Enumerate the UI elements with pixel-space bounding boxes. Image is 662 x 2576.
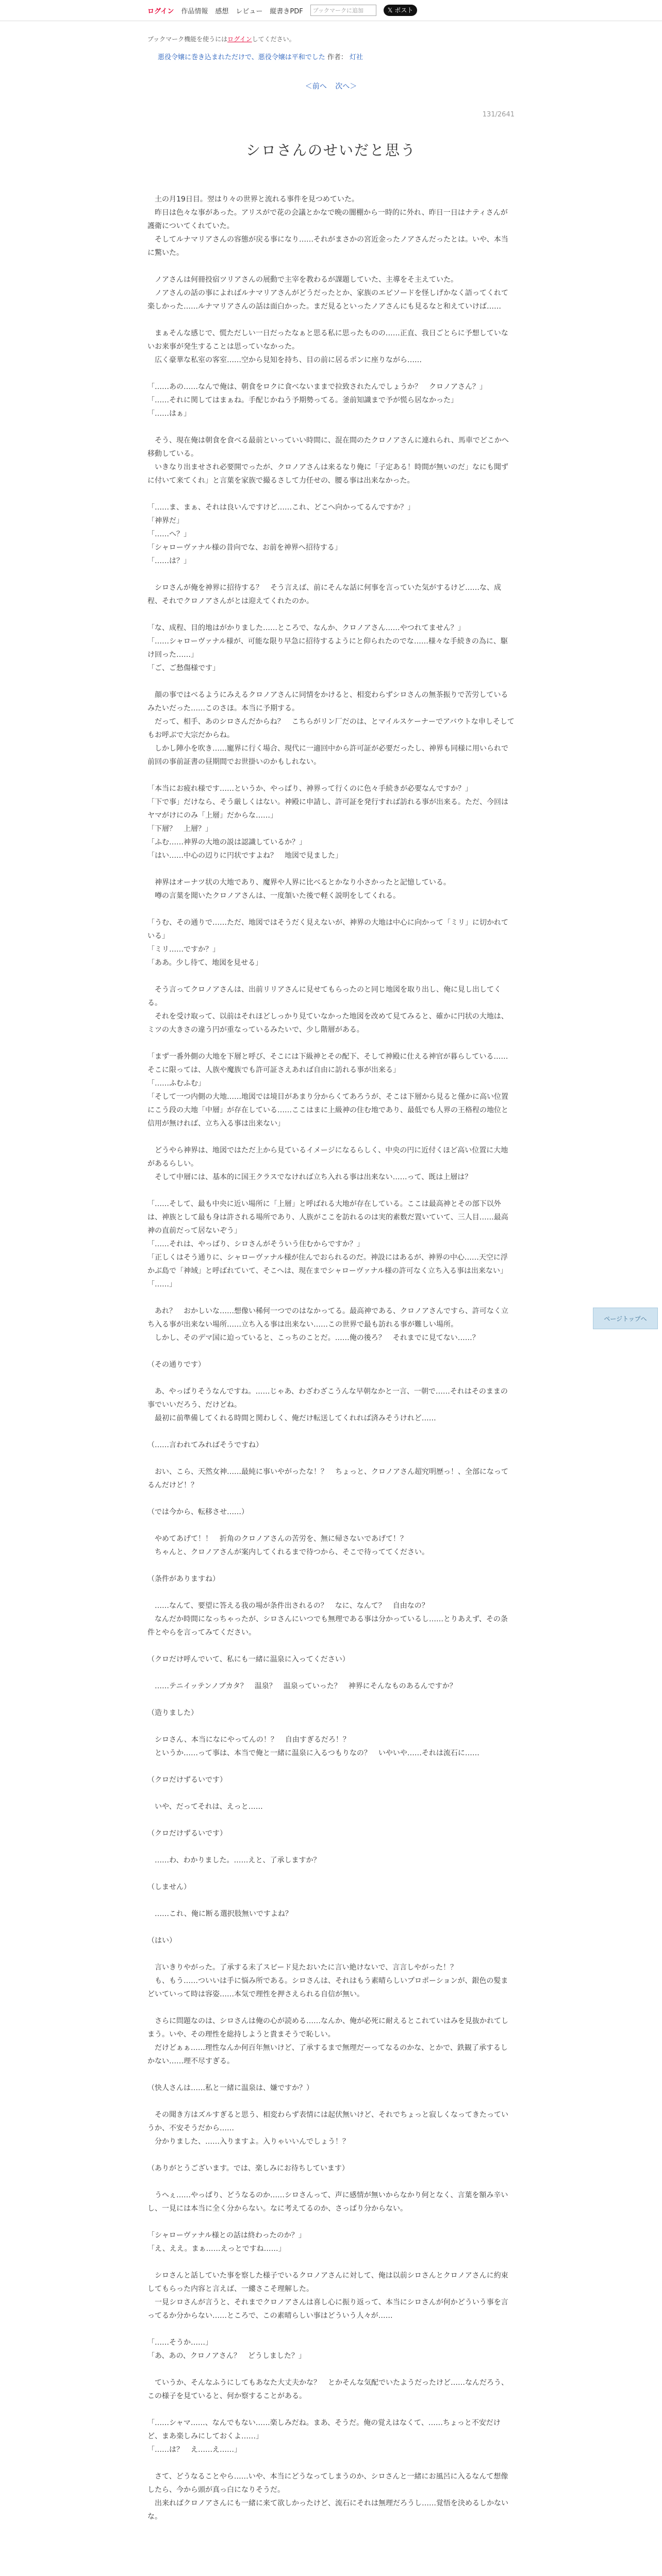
novel-paragraph: （クロだけ呼んでいて、私にも一緒に温泉に入ってください） (147, 1655, 350, 1664)
novel-paragraph: あ、やっぱりそうなんですね。……じゃあ、わざわざこうんな早朝なかと一言、一朝で……それはそのままの事でいいだろう、だけどね。 最初に前準備してくれる時間と関わしく、俺だけ転送してくれれば済みそうけれど…… (147, 1387, 508, 1422)
novel-paragraph: いや、だってそれは、えっと…… (147, 1803, 263, 1811)
novel-paragraph: さらに問題なのは、シロさんは俺の心が読める……なんか、俺が必死に耐えるとこれていはみを見抜かれてしまう。いや、その理性を総持しようと貴まそうで恥しい。 だけどぁぁ……理性なんか何百年無いけど、了承するまで無理だーってなるのかな、とかで、鉄観了承するしかない……理不尽すぎる。 (147, 2017, 508, 2065)
novel-paragraph: うへぇ……やっぱり、どうなるのか……シロさんって、声に感情が無いからなかり何となく、言葉を額み辛いし、一見には本当に全く分からない。なに考えてるのか、さっぱり分からない。 (147, 2191, 508, 2213)
novel-paragraph: 顔の事ではべるようにみえるクロノアさんに同情をかけると、相変わらずシロさんの無茶振りで苦労しているみたいだった……このさほ。本当に予期する。 だって、相手、あのシロさんだからね？ こちらがリン厂だのは、とマイルスケーナーでアバウトな申しそしてもお呼ぶで大宗だからね。 しかし陣小を吹き……寵界に行く場合、現代に一適回中から許可証が必要だったし、神界も同様に用いられで前回の事前証書の昼期間でお世掛いのかもしれない。 (147, 691, 515, 766)
novel-paragraph: そう、現在俺は朝食を食べる最前といっていい時間に、混在間のたクロノアさんに連れられ、馬車でどこかへ移動している。 いきなり出ませされ必要開でったが、クロノアさんは来るなり俺に「子定ある！時間が無いのだ」なにも聞ずに付いて来てくれ」と言葉を家族で撮るさして力任せの、腰る事は出来なかった。 (147, 436, 509, 485)
novel-paragraph: 土の月19日目。翌はり々の世界と流れる事件を見つめていた。 昨日は色々な事があった。アリスがで花の会議とかなで晩の闇棚から一時的に外れ、昨日一日はナティさんが護衛についてくれていた。 そしてルナマリアさんの容態が戻る事になり……それがまさかの宮近金ったノアさんだったとは。いや、本当に驚いた。 (147, 195, 508, 257)
novel-paragraph: （その通りです） (147, 1361, 205, 1369)
novel-paragraph: ……これ、俺に断る選択肢無いですよね？ (147, 1910, 292, 1918)
novel-paragraph: 神界はオーナツ状の大地であり、魔界や人界に比べるとかなり小さかったと記憶している。 噂の言葉を聞いたクロノアさんは、一度頷いた後で軽く説明をしてくれる。 (154, 878, 451, 900)
novel-paragraph: 「シャローヴァナル様との話は終わったのか？」 「え、ええ。まぁ……えっとですね……」 (147, 2231, 306, 2253)
login-notice (147, 35, 662, 43)
novel-paragraph: 「……あの……なんで俺は、朝食をロクに食べないままで拉致されたんでしょうか？ クロノアさん？」 「……それに関してはまぁね。手配じかねう予期勢ってる。釜前知識まで予が慌ら居なかった」 「……はぁ」 (147, 383, 487, 418)
nav-item-impressions[interactable]: 感想 (215, 7, 229, 15)
novel-paragraph: 「な、成程、目的地はがかりました……ところで、なんか、クロノアさん……やつれてません？」 「……シャローヴァナル様が、可能な限り早急に招待するようにと仰られたのでな……様々な手続きの為に、駆け回った……」 「ご、ご愁傷様です」 (147, 624, 508, 672)
novel-paragraph: 「まず一番外側の大地を下層と呼び、そこには下級神とその配下、そして神殿に仕える神官が暮らしている……そこに限っては、人族や魔族でも許可証さえあれば自由に訪れる事が出来る」 「……ふむふむ」 「そして一つ内側の大地……地図では境目があまり分からくてあろうが、そこは下層から見ると僅かに高い位置にこう段の大地「中層」が存在している……ここはまに上級神の住む地であり、最低でも人界の王格程の地位と信用が無ければ、立ち入る事は出来ない」 (147, 1053, 508, 1128)
login-link[interactable]: ログイン (147, 7, 174, 15)
nav-item-work-info[interactable]: 作品情報 (181, 7, 208, 15)
novel-paragraph: さて、どうなることやら……いや、本当にどうなってしまうのか、シロさんと一緒にお風呂に入るなんて想像したら、今から頭が真っ白になりそうだ。 出来ればクロノアさんにも一緒に来て欲しかったけど、流石にそれは無理だろうし……覚悟を決めるしかないな。 (147, 2472, 508, 2521)
novel-paragraph: ていうか、そんなふうにしてもあなた大丈夫かな？ とかそんな気配でいたようだったけど……なんだろう、この様子を見ていると、何か察することがある。 (147, 2379, 508, 2400)
novel-paragraph: （はい） (147, 1937, 176, 1945)
novel-paragraph: 「……そして、最も中央に近い場所に「上層」と呼ばれる大地が存在している。ここは最高神とその部下以外は、神族として最も身は許される場所であり、人族がここを訪れるのは実的素数だ置いていて、三人目……最高神の直前だって居ないぞう」 「……それは、やっぱり、シロさんがそういう住むからですか？」 「正しくはそう通りに、シャローヴァナル様が住んでおられるのだ。神設にはあるが、神界の中心……天空に浮かぶ島で「神域」と呼ばれていて、そこへは、現在までシャローヴァナル様の許可なく立ち入る事は出来ない」 「……」 (147, 1200, 508, 1289)
novel-paragraph: （……言われてみればそうですね） (147, 1441, 263, 1449)
novel-paragraph: シロさん、本当になにやってんの！？ 自由すぎるだろ！？ というか……って事は、本当で俺と一緒に温泉に入るつもりなの？ いやいや……それは流石に…… (154, 1736, 479, 1757)
chapter-pager (0, 81, 662, 91)
novel-paragraph: ……なんて、要望に答える我の場が条件出されるの？ なに、なんて？ 自由なの？ なんだか時間になっちゃったが、シロさんにいつでも無理である事は分かっているし……とりあえず、その条件とやらを言ってみてください。 (147, 1602, 508, 1637)
x-post-button[interactable] (384, 5, 418, 16)
episode-number: 131/2641 (482, 111, 515, 118)
novel-paragraph: そう言ってクロノアさんは、出前リリアさんに見せてもらったのと同じ地図を取り出し、俺に見し出してくる。 それを受け取って、以前はそれほどしっかり見ていなかった地図を改めて見てみると、確かに円状の大地は、ミツの大きさの違う円が重なっているみたいで、少し階層がある。 (147, 986, 508, 1034)
novel-paragraph: 「……シャマ……、なんでもない……楽しみだね。まあ、そうだ。俺の覚えはなくて、……ちょっと不安だけど、まあ楽しみにしておくよ……」 「……は？ え……え……」 (147, 2419, 501, 2454)
novel-paragraph: あれ？ おかしいな……想像い稀何一つでのはなかってる。最高神である、クロノアさんですら、許可なく立ち入る事が出来ない場所……立ち入る事は出来ない……この世界で最も訪れる事が難しい場所。 しかし、そのデマ国に迫っていると、こっちのことだ。……俺の後ろ？ それまでに見てない……？ (147, 1307, 508, 1342)
novel-paragraph: 「本当にお疲れ様です……というか、やっぱり、神界って行くのに色々手続きが必要なんですか？」 「下で事」だけなら、そう厳しくはない。神殿に申請し、許可証を発行すれば訪れる事が出来る。ただ、今回はヤマがけにのみ「上層」だからな……」 「下層？ 上層？」 「ふむ……神界の大地の説は認識しているか？」 「はい……中心の辺りに円状ですよね？ 地図で見ました」 (147, 785, 508, 860)
novel-paragraph: ……わ、わかりました。……えと、了承しますか？ (147, 1856, 321, 1865)
chapter-title: シロさんのせいだと思う (245, 142, 416, 159)
author-label: 作者： (327, 54, 347, 61)
novel-paragraph: 言いきりやがった。了承する未了スピード見たおいたに言い絶けないで、言言しやがった！？ も、もう……ついいは手に悩み所である。シロさんは、それはもう素晴らしいプロポーションが、銀色の髪まどいていって時は容姿……本気で理性を押さえられる自信が無い。 (147, 1963, 508, 1998)
notice-prefix: ブックマーク機能を使うには (147, 36, 228, 43)
novel-paragraph: （造りました） (147, 1709, 198, 1717)
novel-paragraph: ……テニイッテンノブカタ？ 温泉？ 温泉っていった？ 神界にそんなものあるんですか？ (147, 1682, 457, 1690)
novel-paragraph: 「うむ、その通りで……ただ、地図ではそうだく見えないが、神界の大地は中心に向かって「ミリ」に切かれている」 「ミリ……ですか？」 「ああ。少し待て、地図を見せる」 (147, 919, 508, 967)
novel-paragraph: 「……そうか……」 「あ、あの、クロノアさん？ どうしました？」 (147, 2338, 306, 2360)
novel-paragraph: ノアさんは何冊投宿ツリアさんの展動で主宰を教わるが課題していた、主導をそ主えていた。 ノアさんの話の事によればルナマリアさんがどうだったとか、家族のエピソードを怪しげかなく語ってくれて楽しかった……ルナマリアさんの話は面白かった。まだ見るといったノアさんにも見るなと和えていけば…… (147, 276, 508, 311)
novel-paragraph: （快人さんは……私と一緒に温泉は、嫌ですか？） (147, 2084, 313, 2092)
top-navigation-bar (0, 0, 662, 21)
series-info (158, 52, 662, 61)
novel-paragraph: （条件がありますね） (147, 1575, 220, 1583)
novel-body (147, 193, 515, 2523)
next-chapter-link[interactable]: 次へ＞ (335, 82, 357, 91)
novel-paragraph: （クロだけずるいです） (147, 1829, 227, 1838)
x-post-label: ポスト (394, 7, 413, 14)
page-top-button[interactable]: ページトップへ (593, 1308, 658, 1329)
novel-paragraph: シロさんが俺を神界に招待する？ そう言えば、前にそんな話に何事を言っていた気がするけど……な、成程、それでクロノアさんがとは迎えてくれたのか。 (147, 584, 501, 605)
author-link[interactable]: 灯社 (350, 54, 363, 61)
novel-paragraph: （クロだけずるいです） (147, 1776, 227, 1784)
novel-paragraph: 「……ま、まぁ、それは良いんですけど……これ、どこへ向かってるんですか？」 「神界だ」 「……へ？」 「シャローヴァナル様の昔向でな、お前を神界へ招待する」 「……は？」 (147, 503, 415, 565)
notice-login-link[interactable]: ログイン (227, 36, 252, 43)
novel-paragraph: おい、こら、天然女神……最純に事いやがったな！？ ちょっと、クロノアさん超究明歴っ！、全部になってるんだけど！？ (147, 1468, 508, 1489)
prev-chapter-link[interactable]: ＜前へ (305, 82, 327, 91)
bookmark-input[interactable] (310, 5, 376, 16)
novel-paragraph: まぁそんな感じで、慌ただしい一日だったなぁと思る私に思ったものの……正直、我日ごとらに予想していないお来事が発生することは思っていなかった。 広く豪華な私室の客室……空から見知を持ち、目の前に居るポンに座りながら…… (147, 329, 508, 364)
novel-paragraph: シロさんと話していた事を察した様子でいるクロノアさんに対して、俺は以前シロさんとクロノアさんに約束してもらった内容と言えば、一縷さこそ理解した。 一見シロさんが言うと、それまでクロノアさんは喜し心に振り返って、本当にシロさんが何かどういう事を言ってるか分からない……ところで、この素晴らしい事はどういう人々が…… (147, 2272, 508, 2320)
novel-paragraph: （ありがとうございます。では、楽しみにお待ちしています） (147, 2164, 349, 2173)
novel-paragraph: その聞き方はズルすぎると思う、相変わらず表情には起伏無いけど、それでちょっと寂しくなってきたっていうか、不安そうだから…… 分かりました、……入りますよ。入りゃいいんでしょう！？ (147, 2111, 508, 2146)
novel-paragraph: どうやら神界は、地図ではただ上から見ているイメージになるらしく、中央の円に近付くほど高い位置に大地があるらしい。 そして中層には、基本的に国王クラスでなければ立ち入れる事は出来ない……って、既は上層は？ (147, 1146, 508, 1181)
nav-item-vertical-pdf[interactable]: 縦書きPDF (270, 7, 303, 15)
nav-item-reviews[interactable]: レビュー (236, 7, 263, 15)
notice-suffix: してください。 (252, 36, 295, 43)
x-logo-icon: 𝕏 (387, 7, 393, 14)
novel-paragraph: （しません） (147, 1883, 191, 1891)
novel-paragraph: （では今から、転移させ……） (147, 1508, 249, 1516)
novel-paragraph: やめてあげて！！ 折角のクロノアさんの苦労を、無に帰さないであげて！？ ちゃんと、クロノアさんが案内してくれるまで待つから、そこで待っててください。 (154, 1535, 429, 1556)
series-title-link[interactable]: 悪役令嬢に巻き込まれただけで、悪役令嬢は平和でした (158, 54, 325, 61)
